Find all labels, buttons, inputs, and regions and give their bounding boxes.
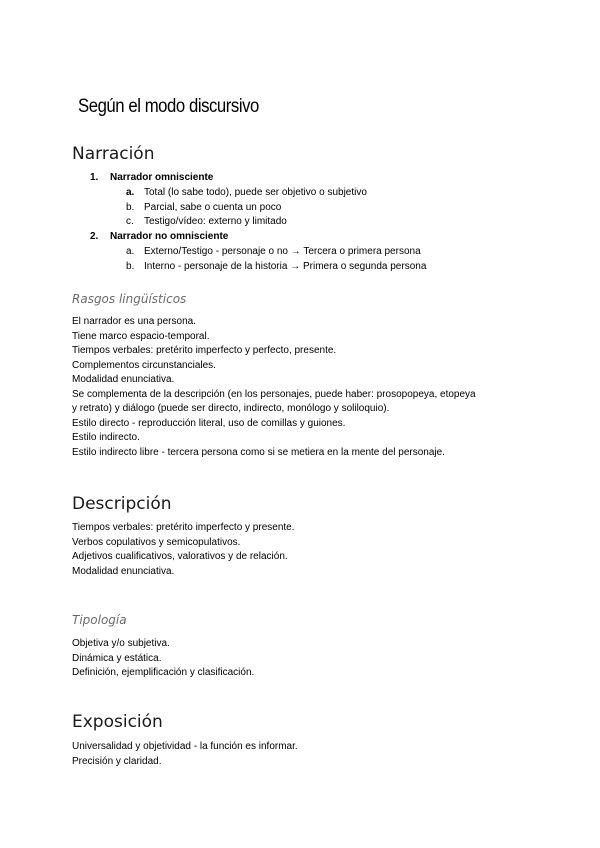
text-line: Universalidad y objetividad - la función es informar. xyxy=(72,741,298,752)
sub-list-item xyxy=(72,245,532,260)
list-item xyxy=(72,171,532,186)
tipologia-paragraph xyxy=(72,637,532,681)
text-line: Complementos circunstanciales. xyxy=(72,359,216,371)
text-line: y retrato) y diálogo (puede ser directo, indirecto, monólogo y soliloquio). xyxy=(72,403,390,414)
text-line: Verbos copulativos y semicopulativos. xyxy=(72,536,241,548)
heading-narracion: Narración xyxy=(72,144,155,164)
sub-list-text: Total (lo sabe todo), puede ser objetivo o subjetivo xyxy=(144,186,367,198)
sub-list-item xyxy=(72,260,532,275)
list-item-label: Narrador omnisciente xyxy=(110,172,214,183)
sub-list-letter: c. xyxy=(126,216,134,228)
sub-list-item xyxy=(72,201,532,216)
sub-list-item xyxy=(72,215,532,230)
text-line: Estilo directo - reproducción literal, uso de comillas y guiones. xyxy=(72,417,346,429)
list-item xyxy=(72,230,532,245)
subheading-rasgos: Rasgos lingüísticos xyxy=(72,292,187,306)
text-line: El narrador es una persona. xyxy=(72,316,196,327)
text-line: Se complementa de la descripción (en los personajes, puede haber: prosopopeya, etopeya xyxy=(72,388,476,400)
text-line: Tiempos verbales: pretérito imperfecto y presente. xyxy=(72,522,295,533)
sub-list-letter: b. xyxy=(126,201,135,213)
exposicion-paragraph xyxy=(72,740,532,769)
list-number: 1. xyxy=(90,172,99,183)
sub-list-letter: a. xyxy=(126,186,135,198)
sub-list-text: Parcial, sabe o cuenta un poco xyxy=(144,201,282,213)
sub-list-text: Testigo/vídeo: externo y limitado xyxy=(144,216,287,228)
sub-list-text: Interno - personaje de la historia → Primera o segunda persona xyxy=(144,260,427,272)
heading-exposicion: Exposición xyxy=(72,712,163,732)
text-line: Dinámica y estática. xyxy=(72,652,162,664)
text-line: Estilo indirecto. xyxy=(72,432,140,443)
descripcion-paragraph xyxy=(72,521,532,579)
sub-list-letter: b. xyxy=(126,260,135,272)
list-item-label: Narrador no omnisciente xyxy=(110,231,229,243)
text-line: Objetiva y/o subjetiva. xyxy=(72,638,170,649)
sub-list-item xyxy=(72,186,532,201)
subheading-tipologia: Tipología xyxy=(72,613,127,627)
page-title: Según el modo discursivo xyxy=(78,96,259,117)
text-line: Tiempos verbales: pretérito imperfecto y perfecto, presente. xyxy=(72,345,337,356)
text-line: Tiene marco espacio-temporal. xyxy=(72,330,210,342)
text-line: Definición, ejemplificación y clasificación. xyxy=(72,667,255,678)
sub-list-text: Externo/Testigo - personaje o no → Tercera o primera persona xyxy=(144,245,421,257)
rasgos-paragraph xyxy=(72,315,532,460)
narrador-list xyxy=(72,171,532,275)
text-line: Precisión y claridad. xyxy=(72,755,162,767)
text-line: Modalidad enunciativa. xyxy=(72,565,175,577)
text-line: Adjetivos cualificativos, valorativos y de relación. xyxy=(72,551,288,562)
list-number: 2. xyxy=(90,231,99,243)
sub-list-letter: a. xyxy=(126,245,135,257)
text-line: Estilo indirecto libre - tercera persona como si se metiera en la mente del personaje. xyxy=(72,446,445,458)
heading-descripcion: Descripción xyxy=(72,494,172,514)
text-line: Modalidad enunciativa. xyxy=(72,374,175,385)
